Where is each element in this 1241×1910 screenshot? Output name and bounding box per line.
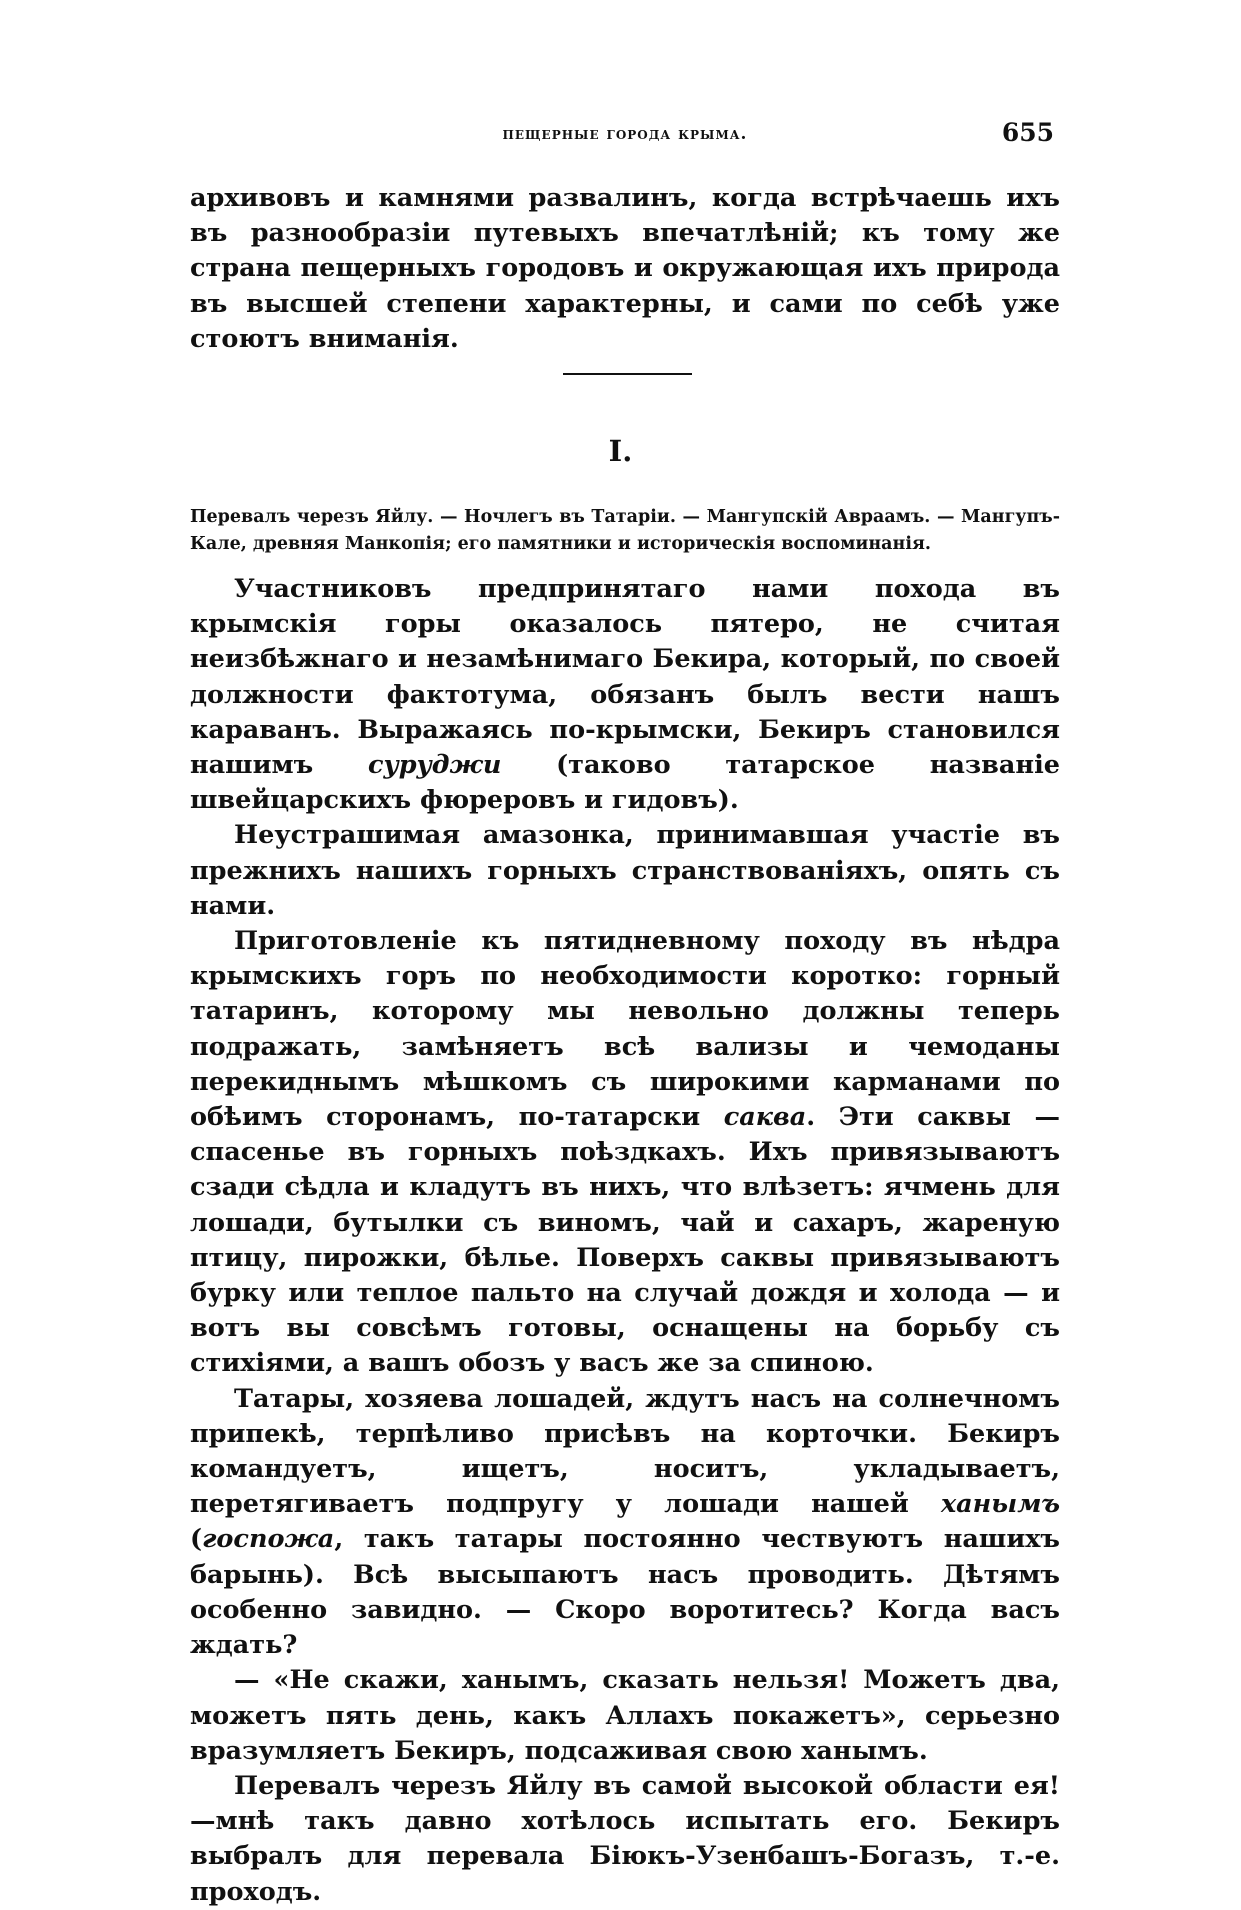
running-title: пещерные города крыма. (502, 124, 748, 144)
paragraph-text: (таково татарское названіе швейцарскихъ фюрeровъ и гидовъ). (190, 750, 1060, 816)
paragraph-text: Участниковъ предпринятаго нами похода въ крымскія горы оказалось пятеро, не считая неизбѣжнаго и незамѣнимаго Бекира, который, по своей должности фактотума, обязанъ былъ вести нашъ караванъ. Выражаясь по-крымски, Бекиръ становился нашимъ (190, 574, 1060, 781)
running-head (190, 118, 1060, 154)
paragraph: — «Не скажи, ханымъ, сказать нельзя! Можетъ два, можетъ пять день, какъ Аллахъ покажетъ», серьезно вразумляетъ Бекиръ, подсаживая свою ханымъ. (190, 1665, 1060, 1766)
paragraph-text: . Эти саквы — спасенье въ горныхъ поѣздкахъ. Ихъ привязываютъ сзади сѣдла и кладутъ въ нихъ, что влѣзетъ: ячмень для лошади, бутылки съ виномъ, чай и сахаръ, жареную птицу, пирожки, бѣлье. Поверхъ саквы привязываютъ бурку или теплое пальто на случай дождя и холода — и вотъ вы совсѣмъ готовы, оснащены на борьбу съ стихіями, а вашъ обозъ у васъ же за спиною. (190, 1102, 1060, 1379)
italic-term: ханымъ (940, 1489, 1060, 1520)
paragraph: Неустрашимая амазонка, принимавшая участіе въ прежнихъ нашихъ горныхъ странствованіяхъ, опять съ нами. (190, 820, 1060, 921)
paragraph (190, 924, 1060, 1382)
page-number: 655 (1001, 118, 1054, 147)
paragraph (190, 1382, 1060, 1664)
paragraph: Перевалъ черезъ Яйлу въ самой высокой области ея!—мнѣ такъ давно хотѣлось испытать его. Бекиръ выбралъ для перевала Біюкъ-Узенбашъ-Богазъ, т.-е. проходъ. (190, 1770, 1060, 1907)
chapter-number: I. (608, 434, 633, 468)
paragraph-text: Приготовленіе къ пятидневному походу въ нѣдра крымскихъ горъ по необходимости коротко: горный татаринъ, которому мы невольно должны теперь подражать, замѣняетъ всѣ вализы и чемоданы перекиднымъ мѣшкомъ съ широкими карманами по обѣимъ сторонамъ, по-татарски (190, 926, 1060, 1133)
chapter-summary: Перевалъ черезъ Яйлу. — Ночлегъ въ Татаріи. — Мангупскій Авраамъ. — Мангупъ-Кале, древняя Манкопія; его памятники и историческія воспоминанія. (190, 507, 1060, 554)
italic-term: саква (723, 1102, 807, 1133)
body-text (190, 572, 1060, 1910)
section-divider (563, 373, 692, 375)
intro-paragraph: архивовъ и камнями развалинъ, когда встрѣчаешь ихъ въ разнообразіи путевыхъ впечатлѣній; къ тому же страна пещерныхъ городовъ и окружающая ихъ природа въ высшей степени характерны, и сами по себѣ уже стоютъ вниманія. (190, 183, 1060, 354)
italic-term: суруджи (367, 750, 502, 781)
paragraph-text: ( (190, 1524, 203, 1555)
intro-text (190, 181, 1060, 357)
paragraph-text: , такъ татары постоянно чествуютъ нашихъ барынь). Всѣ высыпаютъ насъ проводить. Дѣтямъ особенно завидно. — Скоро воротитесь? Когда васъ ждать? (190, 1524, 1060, 1661)
paragraph (190, 572, 1060, 818)
italic-term: госпожа (202, 1524, 335, 1555)
paragraph-text: Татары, хозяева лошадей, ждутъ насъ на солнечномъ припекѣ, терпѣливо присѣвъ на корточки. Бекиръ командуетъ, ищетъ, носитъ, укладываетъ, перетягиваетъ подпругу у лошади нашей (190, 1383, 1060, 1520)
